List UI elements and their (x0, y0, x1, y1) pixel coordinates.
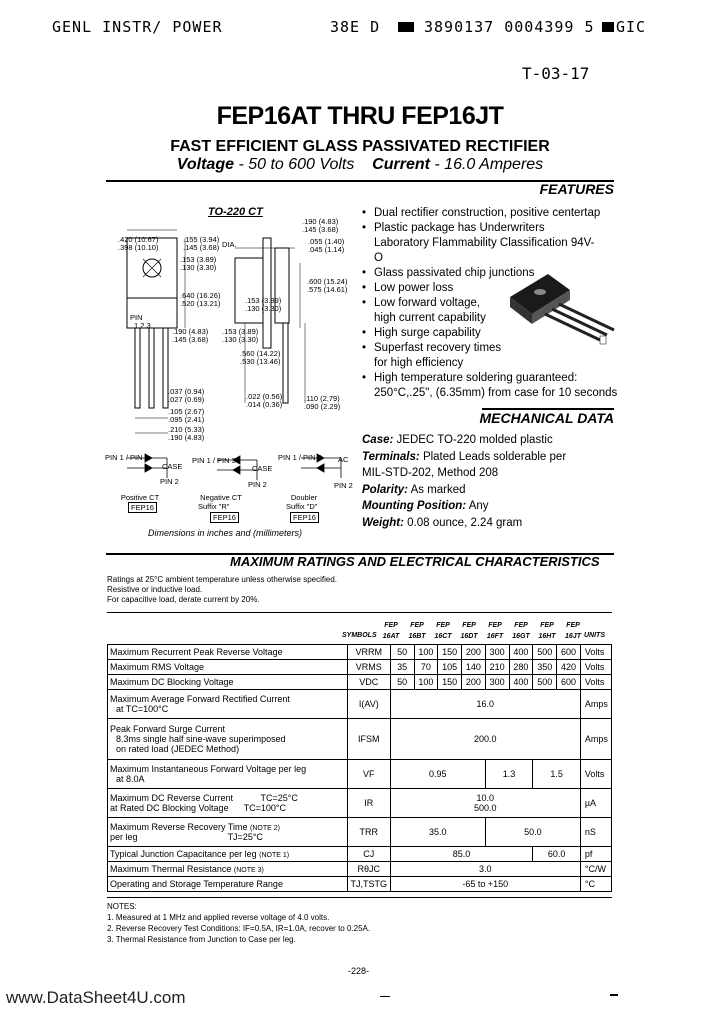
parts-header: FEP 16AT FEP 16BT FEP 16CT FEP 16DT FEP 16FT FEP 16GT FEP 16HT FEP 16JT (382, 622, 581, 640)
list-item: • Dual rectifier construction, positive centertap (362, 206, 620, 221)
circuit-node: CASE (252, 464, 273, 473)
circuit-part: FEP16 (128, 502, 157, 513)
dim-label: .153 (3.89) .130 (3.30) (180, 255, 217, 272)
table-row: Maximum Average Forward Rectified Current at TC=100°C I(AV) 16.0 Amps (108, 690, 612, 719)
table-row: Peak Forward Surge Current 8.3ms single half sine-wave superimposed on rated load (JEDEC Method) IFSM 200.0 Amps (108, 719, 612, 760)
page-code: T-03-17 (522, 64, 590, 83)
table-row: Maximum Recurrent Peak Reverse Voltage VRRM 50 100 150 200 300 400 500 600 Volts (108, 645, 612, 660)
circuit-node: AC (338, 455, 349, 464)
features-heading: FEATURES (539, 181, 614, 197)
circuit-part: FEP16 (290, 512, 319, 523)
table-row: Maximum Instantaneous Forward Voltage per leg at 8.0A VF 0.95 1.3 1.5 Volts (108, 760, 612, 789)
divider (380, 996, 390, 997)
notes (107, 901, 370, 945)
dim-label: .560 (14.22) .530 (13.46) (240, 349, 281, 366)
symbols-header: SYMBOLS (342, 632, 377, 639)
circuit-pin2: PIN 2 (334, 481, 353, 490)
dim-label: .210 (5.33) .190 (4.83) (168, 425, 205, 442)
circuit-pins: PIN 1 / PIN 3 (105, 453, 149, 462)
circuit-pin2: PIN 2 (160, 477, 179, 486)
circuit-suffix: Suffix "R" (198, 502, 230, 511)
voltage-label: Voltage (176, 156, 234, 173)
dim-label: .022 (0.56) .014 (0.36) (246, 392, 283, 409)
table-row: Maximum Reverse Recovery Time (NOTE 2) per leg TJ=25°C TRR 35.0 50.0 nS (108, 818, 612, 847)
dim-label: DIA. (222, 240, 237, 249)
ratings-intro-line: Ratings at 25°C ambient temperature unless otherwise specified. (107, 575, 337, 584)
table-row: Maximum DC Blocking Voltage VDC 50 100 150 200 300 400 500 600 Volts (108, 675, 612, 690)
circuit-pins: PIN 1 / PIN 3 (192, 456, 236, 465)
circuit-suffix: Suffix "D" (286, 502, 318, 511)
dim-label: .110 (2.79) .090 (2.29) (304, 394, 341, 411)
dim-label: .190 (4.83) .145 (3.68) (172, 327, 209, 344)
table-row: Operating and Storage Temperature Range TJ,TSTG -65 to +150 °C (108, 877, 612, 892)
voltage-value: - 50 to 600 Volts (238, 156, 355, 173)
mech-mounting: Mounting Position: Any (362, 500, 489, 512)
mech-case: Case: JEDEC TO-220 molded plastic (362, 434, 553, 446)
current-label: Current (372, 156, 430, 173)
dim-label: .037 (0.94) .027 (0.69) (168, 387, 205, 404)
header-barcode-numbers: 3890137 0004399 5 (424, 18, 595, 36)
dim-label: .600 (15.24) .575 (14.61) (307, 277, 348, 294)
table-row: Maximum DC Reverse Current TC=25°C at Rated DC Blocking Voltage TC=100°C IR 10.0 500.0 µA (108, 789, 612, 818)
mech-terminals: Terminals: Plated Leads solderable per MIL-STD-202, Method 208 (362, 450, 567, 479)
header-code: 38E D (330, 18, 381, 36)
table-row: Typical Junction Capacitance per leg (NOTE 1) CJ 85.0 60.0 pf (108, 847, 612, 862)
circuit-label: Doubler (290, 493, 318, 502)
redaction-block (602, 22, 614, 32)
table-row: Maximum Thermal Resistance (NOTE 3) RθJC 3.0 °C/W (108, 862, 612, 877)
circuit-part: FEP16 (210, 512, 239, 523)
list-item: • Plastic package has Underwriters Laboratory Flammability Classification 94V-O (362, 221, 602, 266)
dim-label: .420 (10.67) .398 (10.10) (118, 235, 159, 252)
divider (610, 994, 618, 996)
page-subtitle: FAST EFFICIENT GLASS PASSIVATED RECTIFIER (170, 138, 550, 155)
units-header: UNITS (584, 632, 605, 639)
circuit-node: CASE (162, 462, 183, 471)
ratings-intro-line: For capacitive load, derate current by 20%. (107, 595, 260, 604)
mech-weight: Weight: 0.08 ounce, 2.24 gram (362, 516, 523, 529)
mechanical-data (362, 432, 612, 531)
ratings-heading: MAXIMUM RATINGS AND ELECTRICAL CHARACTERISTICS (230, 554, 600, 569)
list-item: • Glass passivated chip junctions (362, 266, 620, 281)
voltage-current-line (0, 156, 720, 174)
dim-label: .190 (4.83) .145 (3.68) (302, 217, 339, 234)
mech-polarity: Polarity: As marked (362, 483, 466, 496)
ratings-intro-line: Resistive or inductive load. (107, 585, 203, 594)
pin-numbers: 1 2 3 (134, 321, 151, 330)
page-title: FEP16AT THRU FEP16JT (216, 102, 504, 130)
header-suffix: GIC (616, 18, 647, 36)
diagram-caption: Dimensions in inches and (millimeters) (148, 528, 303, 538)
package-label: TO-220 CT (208, 206, 263, 218)
dim-label: .155 (3.94) .145 (3.68) (183, 235, 220, 252)
dim-label: .640 (16.26) .520 (13.21) (180, 291, 221, 308)
notes-heading: NOTES: (107, 902, 137, 911)
component-photo (500, 262, 620, 362)
list-item: • Low power loss (362, 281, 620, 296)
list-item: • High surge capability (362, 326, 620, 341)
watermark: www.DataSheet4U.com (6, 988, 186, 1007)
circuit-label: Negative CT (200, 493, 242, 502)
dim-label: .153 (3.89) .130 (3.30) (222, 327, 259, 344)
list-item: • High temperature soldering guaranteed: 250°C,.25", (6.35mm) from case for 10 seconds (362, 371, 620, 401)
circuit-pins: PIN 1 / PIN 3 (278, 453, 322, 462)
mechanical-heading: MECHANICAL DATA (479, 410, 614, 426)
note-item: 3. Thermal Resistance from Junction to Case per leg. (107, 935, 296, 944)
table-row: Maximum RMS Voltage VRMS 35 70 105 140 210 280 350 420 Volts (108, 660, 612, 675)
dim-label: .153 (3.89) .130 (3.30) (245, 296, 282, 313)
dim-label: .105 (2.67) .095 (2.41) (168, 407, 205, 424)
page-number: -228- (348, 966, 370, 976)
note-item: 1. Measured at 1 MHz and applied reverse voltage of 4.0 volts. (107, 913, 330, 922)
ratings-intro (107, 575, 337, 605)
note-item: 2. Reverse Recovery Test Conditions: IF=0.5A, IR=1.0A, recover to 0.25A. (107, 924, 371, 933)
dim-label: .055 (1.40) .045 (1.14) (308, 237, 345, 254)
current-value: - 16.0 Amperes (434, 156, 544, 173)
divider (107, 897, 612, 898)
list-item: • Superfast recovery times for high efficiency (362, 341, 514, 371)
redaction-block (398, 22, 414, 32)
list-item: • Low forward voltage, high current capability (362, 296, 504, 326)
circuit-label: Positive CT (120, 493, 160, 502)
ratings-table (107, 644, 612, 892)
header-company: GENL INSTR/ POWER (52, 18, 223, 36)
pin-label: PIN (130, 313, 143, 322)
circuit-pin2: PIN 2 (248, 480, 267, 489)
divider (107, 612, 612, 613)
